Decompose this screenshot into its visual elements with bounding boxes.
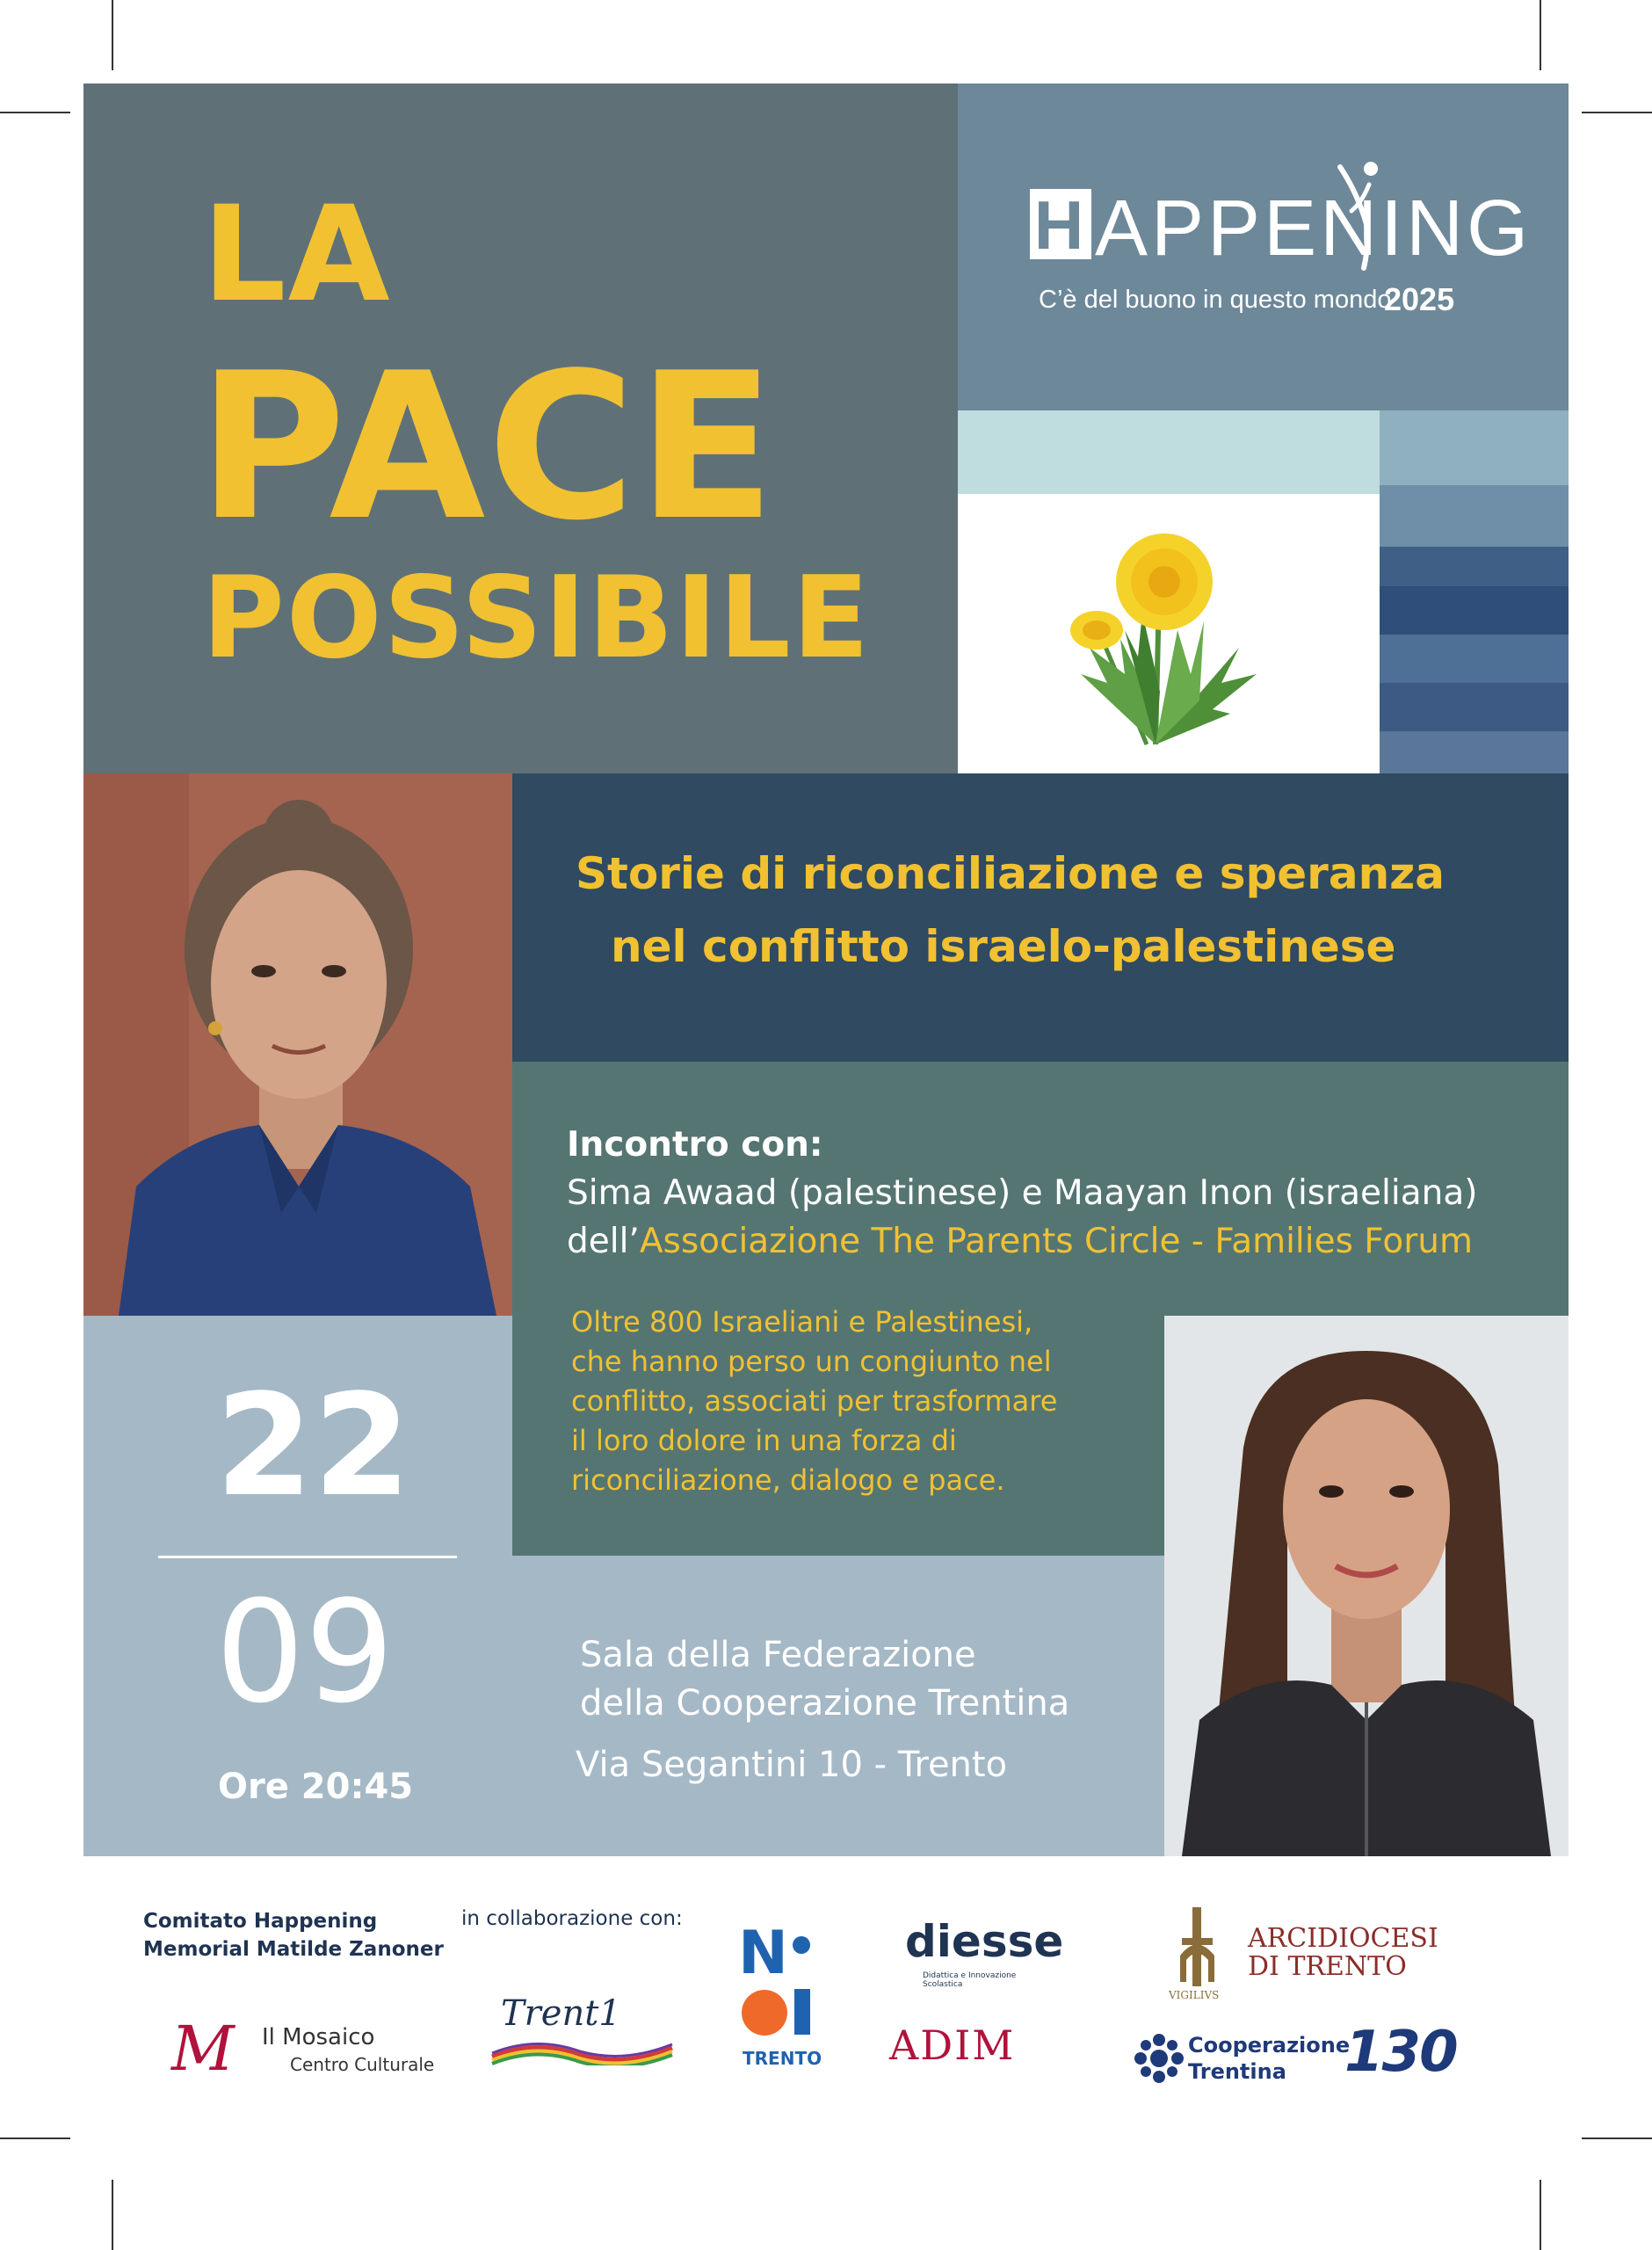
- committee-line-1: Comitato Happening: [143, 1910, 378, 1933]
- cooperazione-line-2: Trentina: [1188, 2059, 1286, 2084]
- diesse-logo: diesse: [905, 1916, 1064, 1967]
- venue-line-1: Sala della Federazione: [580, 1635, 976, 1675]
- meeting-speakers: Sima Awaad (palestinese) e Maayan Inon (israeliana): [567, 1173, 1478, 1213]
- meeting-intro: Incontro con:: [567, 1125, 823, 1165]
- svg-text:M: M: [171, 2017, 235, 2083]
- adim-logo: ADIM: [889, 2021, 1016, 2069]
- crop-mark: [112, 0, 113, 70]
- dandelion-artwork: [958, 410, 1569, 773]
- speaker-photo-maayan: [1164, 1316, 1569, 1856]
- logo-year: 2025: [1384, 281, 1455, 317]
- crop-mark: [0, 2138, 70, 2139]
- subtitle-line-2: nel conflitto israelo-palestinese: [611, 921, 1396, 972]
- crop-mark: [1582, 112, 1652, 113]
- meeting-association-line: [567, 1222, 1473, 1261]
- date-divider: [158, 1556, 457, 1558]
- mosaico-subtitle: Centro Culturale: [290, 2054, 435, 2075]
- mosaico-logo-icon: [167, 2017, 246, 2083]
- cooperazione-emblem-icon: [1134, 2033, 1185, 2084]
- description-line: conflitto, associati per trasformare: [571, 1384, 1058, 1418]
- collaboration-label: in collaborazione con:: [461, 1907, 683, 1930]
- cooperazione-line-1: Cooperazione: [1188, 2033, 1351, 2058]
- subtitle-panel: [512, 773, 1569, 1062]
- title-line-2: PACE: [198, 330, 778, 565]
- description-text: [571, 1303, 1151, 1500]
- crop-mark: [1540, 2180, 1541, 2250]
- cooperazione-anniversary: 130: [1344, 2020, 1457, 2085]
- association-name: Associazione The Parents Circle - Families Forum: [639, 1222, 1473, 1261]
- noi-trento-label: TRENTO: [743, 2048, 822, 2069]
- logo-tagline: C’è del buono in questo mondo: [1039, 286, 1392, 314]
- title-line-3: POSSIBILE: [202, 553, 872, 684]
- subtitle-line-1: Storie di riconciliazione e speranza: [576, 848, 1446, 899]
- noi-logo-icon: [731, 1920, 828, 2048]
- vigilius-label: VIGILIVS: [1169, 1989, 1220, 2001]
- happening-logo: [1030, 185, 1532, 272]
- description-line: Oltre 800 Israeliani e Palestinesi,: [571, 1305, 1033, 1339]
- crop-mark: [1540, 0, 1541, 70]
- committee-line-2: Memorial Matilde Zanoner: [143, 1938, 444, 1961]
- venue-line-2: della Cooperazione Trentina: [580, 1683, 1070, 1724]
- speaker-photo-sima: [83, 773, 512, 1316]
- happening-logo-text: APPENING: [1095, 185, 1532, 272]
- crop-mark: [0, 112, 70, 113]
- crop-mark: [112, 2180, 113, 2250]
- dandelion-illustration-icon: [958, 410, 1569, 773]
- arcidiocesi-line-2: DI TRENTO: [1248, 1951, 1407, 1982]
- event-time: Ore 20:45: [218, 1767, 414, 1807]
- event-month: 09: [215, 1570, 395, 1734]
- description-line: il loro dolore in una forza di: [571, 1424, 957, 1457]
- svg-text:N: N: [738, 1920, 788, 1988]
- portrait-young-woman-icon: [1164, 1316, 1569, 1856]
- diesse-subtitle: Didattica e Innovazione Scolastica: [923, 1971, 1017, 1989]
- description-line: che hanno perso un congiunto nel: [571, 1345, 1052, 1378]
- committee-name: [143, 1907, 444, 1963]
- description-line: riconciliazione, dialogo e pace.: [571, 1463, 1005, 1497]
- rainbow-wave-icon: [488, 2039, 677, 2065]
- event-day: 22: [215, 1363, 411, 1528]
- mosaico-name: Il Mosaico: [262, 2024, 375, 2050]
- trent1-logo: Trent1: [501, 1993, 621, 2034]
- venue-address: Via Segantini 10 - Trento: [576, 1745, 1008, 1785]
- title-line-1: LA: [202, 178, 392, 331]
- crop-mark: [1582, 2138, 1652, 2139]
- portrait-woman-icon: [83, 773, 512, 1316]
- arcidiocesi-emblem-icon: [1173, 1907, 1221, 1986]
- association-prefix: dell’: [567, 1222, 640, 1261]
- arcidiocesi-line-1: ARCIDIOCESI: [1248, 1923, 1438, 1954]
- happening-logo-initial: H: [1030, 189, 1091, 259]
